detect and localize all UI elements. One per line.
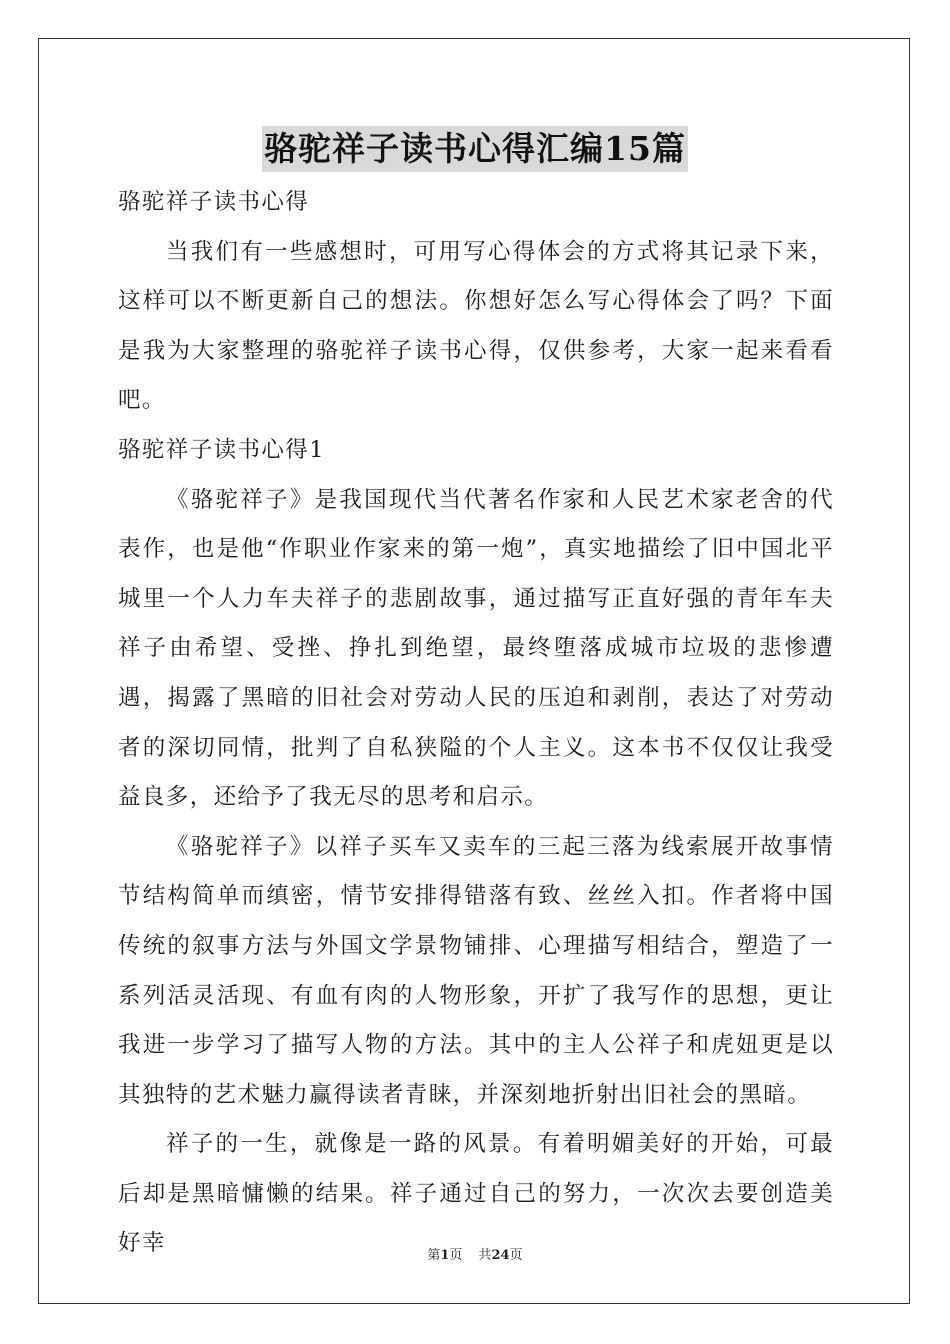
section-heading: 骆驼祥子读书心得 bbox=[118, 189, 310, 215]
total-prefix: 共 bbox=[478, 1248, 492, 1263]
page-prefix: 第 bbox=[427, 1248, 441, 1263]
paragraph: 当我们有一些感想时，可用写心得体会的方式将其记录下来，这样可以不断更新自己的想法。你想好怎么写心得体会了吗？下面是我为大家整理的骆驼祥子读书心得，仅供参考，大家一起来看看吧。 bbox=[118, 238, 834, 414]
document-body bbox=[118, 178, 834, 1269]
document-title: 骆驼祥子读书心得汇编15篇 bbox=[262, 126, 688, 172]
paragraph: 《骆驼祥子》以祥子买车又卖车的三起三落为线索展开故事情节结构简单而缜密，情节安排得错落有致、丝丝入扣。作者将中国传统的叙事方法与外国文学景物铺排、心理描写相结合，塑造了一系列活灵活现、有血有肉的人物形象，开扩了我写作的思想，更让我进一步学习了描写人物的方法。其中的主人公祥子和虎妞更是以其独特的艺术魅力赢得读者青睐，并深刻地折射出旧社会的黑暗。 bbox=[118, 833, 834, 1108]
page-suffix: 页 bbox=[449, 1248, 463, 1263]
title-container bbox=[0, 126, 950, 172]
total-page-count: 24 bbox=[491, 1248, 510, 1263]
page-footer bbox=[0, 1246, 950, 1266]
paragraph: 《骆驼祥子》是我国现代当代著名作家和人民艺术家老舍的代表作，也是他“作职业作家来的第一炮”，真实地描绘了旧中国北平城里一个人力车夫祥子的悲剧故事，通过描写正直好强的青年车夫祥子由希望、受挫、挣扎到绝望，最终堕落成城市垃圾的悲惨遭遇，揭露了黑暗的旧社会对劳动人民的压迫和剥削，表达了对劳动者的深切同情，批判了自私狭隘的个人主义。这本书不仅仅让我受益良多，还给予了我无尽的思考和启示。 bbox=[118, 486, 834, 811]
section-heading: 骆驼祥子读书心得1 bbox=[118, 436, 325, 463]
paragraph: 祥子的一生，就像是一路的风景。有着明媚美好的开始，可最后却是黑暗慵懒的结果。祥子通过自己的努力，一次次去要创造美好幸 bbox=[118, 1131, 834, 1257]
current-page-number: 1 bbox=[440, 1248, 450, 1263]
total-suffix: 页 bbox=[509, 1248, 523, 1263]
